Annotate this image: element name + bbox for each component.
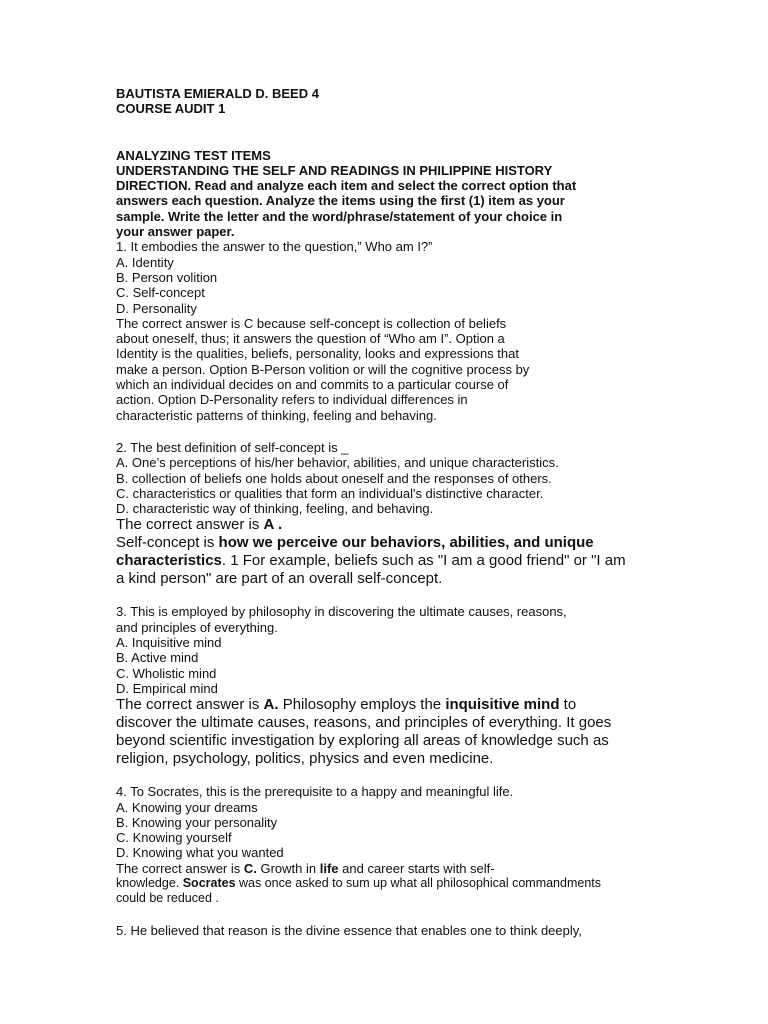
student-name-line: BAUTISTA EMIERALD D. BEED 4 (116, 86, 319, 101)
question-5: 5. He believed that reason is the divine essence that enables one to think deeply, (116, 922, 582, 938)
q2-explanation: characteristics. 1 For example, beliefs such as "I am a good friend" or "I am (116, 552, 626, 570)
q3-explanation: religion, psychology, politics, physics and even medicine. (116, 750, 494, 768)
q1-explanation: which an individual decides on and commits to a particular course of (116, 377, 509, 393)
q1-explanation: make a person. Option B-Person volition or will the cognitive process by (116, 361, 530, 377)
q1-explanation: characteristic patterns of thinking, feeling and behaving. (116, 407, 437, 423)
q2-option: B. collection of beliefs one holds about oneself and the responses of others. (116, 470, 552, 486)
q1-explanation: action. Option D-Personality refers to individual differences in (116, 392, 468, 408)
question-4: 4. To Socrates, this is the prerequisite to a happy and meaningful life. (116, 784, 514, 800)
direction-line: sample. Write the letter and the word/phrase/statement of your choice in (116, 208, 563, 224)
q4-option: A. Knowing your dreams (116, 799, 258, 815)
q3-option: C. Wholistic mind (116, 665, 217, 681)
question-3: and principles of everything. (116, 619, 278, 635)
course-line: COURSE AUDIT 1 (116, 101, 226, 117)
q4-answer: The correct answer is C. Growth in life and career starts with self- (116, 860, 495, 876)
question-3: 3. This is employed by philosophy in discovering the ultimate causes, reasons, (116, 604, 567, 620)
q3-option: B. Active mind (116, 650, 199, 666)
q4-option: D. Knowing what you wanted (116, 845, 284, 861)
q1-explanation: The correct answer is C because self-concept is collection of beliefs (116, 315, 507, 331)
direction-line: DIRECTION. Read and analyze each item and select the correct option that (116, 178, 577, 194)
q1-option: B. Person volition (116, 269, 218, 285)
direction-line: your answer paper. (116, 224, 235, 240)
document-content (116, 86, 656, 938)
q4-option: C. Knowing yourself (116, 830, 232, 846)
q2-answer: The correct answer is A . (116, 516, 283, 534)
q3-explanation: beyond scientific investigation by exploring all areas of knowledge such as (116, 732, 609, 750)
doc-title: ANALYZING TEST ITEMS (116, 147, 271, 163)
q1-option: D. Personality (116, 300, 197, 316)
q2-explanation: a kind person" are part of an overall self-concept. (116, 570, 443, 588)
q3-explanation: discover the ultimate causes, reasons, and principles of everything. It goes (116, 714, 612, 732)
q4-explanation: could be reduced . (116, 890, 219, 905)
question-2: 2. The best definition of self-concept is _ (116, 439, 349, 455)
q1-explanation: Identity is the qualities, beliefs, personality, looks and expressions that (116, 346, 519, 362)
question-1: 1. It embodies the answer to the question,” Who am I?” (116, 239, 433, 255)
q4-explanation: knowledge. Socrates was once asked to sum up what all philosophical commandments (116, 875, 601, 890)
q2-option: D. characteristic way of thinking, feeling, and behaving. (116, 501, 434, 517)
doc-subtitle: UNDERSTANDING THE SELF AND READINGS IN PHILIPPINE HISTORY (116, 162, 553, 178)
q1-option: C. Self-concept (116, 285, 205, 301)
q1-explanation: about oneself, thus; it answers the question of “Who am I”. Option a (116, 331, 505, 347)
q4-option: B. Knowing your personality (116, 814, 278, 830)
q3-option: D. Empirical mind (116, 680, 218, 696)
q3-answer: The correct answer is A. Philosophy employs the inquisitive mind to (116, 696, 577, 714)
q1-option: A. Identity (116, 254, 174, 270)
direction-line: answers each question. Analyze the items using the first (1) item as your (116, 193, 565, 209)
q2-explanation: Self-concept is how we perceive our behaviors, abilities, and unique (116, 534, 594, 552)
q2-option: A. One’s perceptions of his/her behavior, abilities, and unique characteristics. (116, 455, 559, 471)
q3-option: A. Inquisitive mind (116, 635, 222, 651)
q2-option: C. characteristics or qualities that form an individual's distinctive character. (116, 485, 544, 501)
